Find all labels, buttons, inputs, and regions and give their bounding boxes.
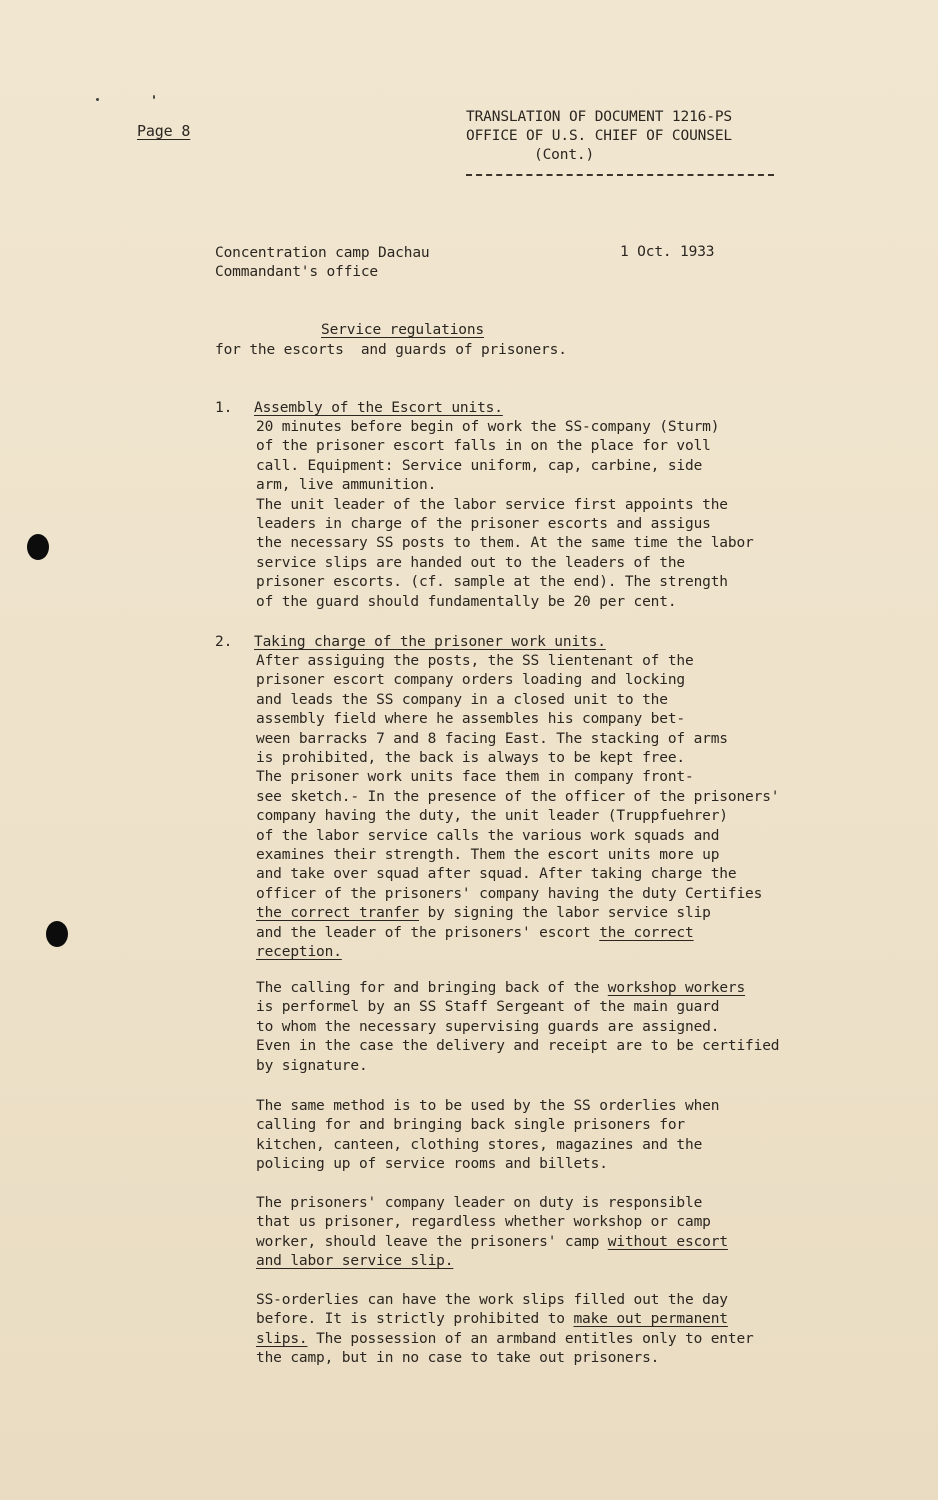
regulations-subtitle: for the escorts and guards of prisoners. <box>215 342 567 358</box>
body-line: and take over squad after squad. After taking charge the <box>256 866 737 883</box>
camp-name: Concentration camp Dachau <box>215 245 430 261</box>
body-line: After assiguing the posts, the SS lientenant of the <box>256 653 694 669</box>
body-line: SS-orderlies can have the work slips filled out the day <box>256 1292 728 1308</box>
line-text: and the leader of the prisoners' escort <box>256 924 600 941</box>
body-line <box>256 1233 728 1252</box>
body-line: by signature. <box>256 1057 368 1074</box>
body-line: of the guard should fundamentally be 20 per cent. <box>256 593 677 610</box>
body-line: The prisoners' company leader on duty is responsible <box>256 1195 703 1211</box>
body-line: is performel by an SS Staff Sergeant of the main guard <box>256 999 720 1016</box>
body-line: see sketch.- In the presence of the officer of the prisoners' <box>256 788 780 805</box>
speck <box>153 95 155 99</box>
body-line: that us prisoner, regardless whether workshop or camp <box>256 1214 711 1231</box>
binder-hole-bottom <box>46 921 68 947</box>
body-line: leaders in charge of the prisoner escorts and assigus <box>256 516 711 532</box>
section-heading: Taking charge of the prisoner work units. <box>254 634 606 650</box>
body-line: and labor service slip. <box>256 1253 454 1270</box>
body-line: ween barracks 7 and 8 facing East. The stacking of arms <box>256 730 728 747</box>
body-line: reception. <box>256 944 342 960</box>
body-line: officer of the prisoners' company having the duty Certifies <box>256 885 763 902</box>
section-number: 1. <box>215 400 233 416</box>
body-line: The prisoner work units face them in company front- <box>256 769 694 786</box>
header-title-line1: TRANSLATION OF DOCUMENT 1216-PS <box>466 109 732 125</box>
body-line: and leads the SS company in a closed unit to the <box>256 691 668 708</box>
binder-hole-top <box>27 534 49 560</box>
underlined-phrase: without escort <box>607 1233 728 1250</box>
header-rule <box>466 174 774 176</box>
body-line: 20 minutes before begin of work the SS-company (Sturm) <box>256 419 720 435</box>
body-line <box>256 1310 728 1329</box>
body-line: The unit leader of the labor service first appoints the <box>256 496 728 513</box>
body-line <box>256 904 711 923</box>
underlined-phrase: make out permanent <box>573 1311 728 1328</box>
body-line: call. Equipment: Service uniform, cap, carbine, side <box>256 457 703 474</box>
body-line: of the labor service calls the various work squads and <box>256 827 720 844</box>
underlined-phrase: workshop workers <box>607 980 746 996</box>
line-text: The calling for and bringing back of the <box>256 980 608 996</box>
body-line: is prohibited, the back is always to be kept free. <box>256 750 685 766</box>
body-line: to whom the necessary supervising guards are assigned. <box>256 1018 720 1035</box>
body-line <box>256 1330 754 1349</box>
page-number: Page 8 <box>137 122 191 140</box>
body-line: prisoner escorts. (cf. sample at the end). The strength <box>256 574 728 591</box>
body-line: arm, live ammunition. <box>256 477 437 494</box>
body-line: company having the duty, the unit leader (Truppfuehrer) <box>256 808 728 825</box>
body-line: assembly field where he assembles his company bet- <box>256 711 685 728</box>
underlined-phrase: the correct <box>599 924 694 941</box>
section-number: 2. <box>215 634 233 650</box>
line-text: by signing the labor service slip <box>419 905 711 922</box>
body-line: Even in the case the delivery and receipt are to be certified <box>256 1038 780 1055</box>
header-title-line2: OFFICE OF U.S. CHIEF OF COUNSEL <box>466 128 732 144</box>
line-text: The possession of an armband entitles only to enter <box>307 1330 754 1347</box>
body-line: examines their strength. Them the escort units more up <box>256 847 720 863</box>
body-line: prisoner escort company orders loading and locking <box>256 672 685 689</box>
regulations-title: Service regulations <box>321 322 485 338</box>
underlined-phrase: the correct tranfer <box>256 905 420 922</box>
body-line: of the prisoner escort falls in on the place for voll <box>256 438 711 455</box>
body-line: service slips are handed out to the leaders of the <box>256 554 685 571</box>
body-line: kitchen, canteen, clothing stores, magazines and the <box>256 1136 703 1153</box>
body-line: the camp, but in no case to take out prisoners. <box>256 1350 660 1367</box>
line-text: before. It is strictly prohibited to <box>256 1311 574 1328</box>
office-name: Commandant's office <box>215 264 379 280</box>
header-title-line3: (Cont.) <box>534 147 595 163</box>
speck <box>96 98 99 101</box>
body-line: The same method is to be used by the SS orderlies when <box>256 1098 720 1114</box>
underlined-phrase: slips. <box>256 1330 308 1347</box>
body-line: policing up of service rooms and billets. <box>256 1156 608 1173</box>
body-line: calling for and bringing back single prisoners for <box>256 1117 685 1134</box>
section-heading: Assembly of the Escort units. <box>254 400 503 416</box>
body-line <box>256 979 745 998</box>
document-date: 1 Oct. 1933 <box>620 244 715 260</box>
body-line <box>256 924 694 943</box>
line-text: worker, should leave the prisoners' camp <box>256 1233 608 1250</box>
body-line: the necessary SS posts to them. At the same time the labor <box>256 535 754 552</box>
